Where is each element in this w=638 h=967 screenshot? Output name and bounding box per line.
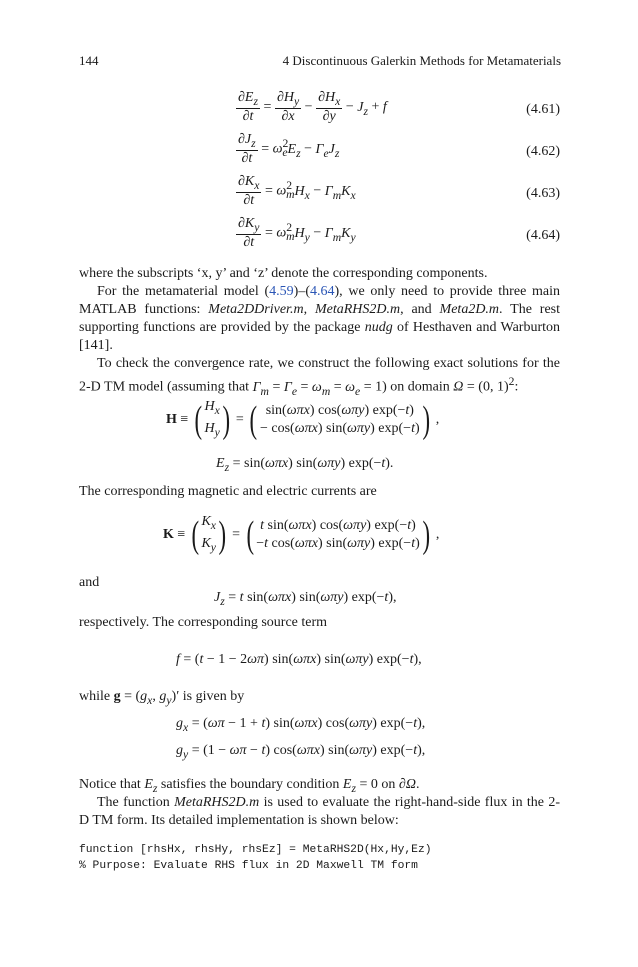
paragraph-functions: For the metamaterial model (4.59)–(4.64), we only need to provide three main MATLAB functions: Meta2DDriver.m, MetaRHS2D.m, and Meta2D.m. The rest supporting functions are provided by the package nudg of Hesthaven and Warburton [141].	[79, 284, 561, 353]
code-line-1: function [rhsHx, rhsHy, rhsEz] = MetaRHS2D(Hx,Hy,Ez)	[79, 844, 432, 856]
equation-4-63: $\frac{\partial K_x}{\partial t}$ = $\omega^2_mH_x - \Gamma_mK_x$ (4.63)	[238, 174, 560, 208]
paragraph-subscripts: where the subscripts ‘x, y’ and ‘z’ denote the corresponding components.	[79, 266, 488, 281]
ref-4-59[interactable]: 4.59	[269, 284, 294, 299]
running-title: 4 Discontinuous Galerkin Methods for Metamaterials	[282, 53, 561, 68]
paragraph-g: while $g = (g_x$, $g_y)'$ is given by	[79, 689, 245, 707]
equation-number: (4.62)	[526, 144, 560, 159]
equation-ez: $E_z = \sin(\omega\pi x)$ sin(ωπy) exp(−t).	[216, 456, 394, 474]
ref-4-64[interactable]: 4.64	[310, 284, 335, 299]
code-line-2: % Purpose: Evaluate RHS flux in 2D Maxwell TM form	[79, 860, 418, 872]
equation-number: (4.61)	[526, 102, 560, 117]
equation-number: (4.63)	[526, 186, 560, 201]
equation-4-61: $\frac{\partial E_z}{\partial t}$ = $\frac{\partial H_y}{\partial x}$ − $\frac{\partial H_x}{\partial y}$ − $J_z + f$ (4.61)	[238, 90, 560, 124]
paragraph-currents: The corresponding magnetic and electric currents are	[79, 484, 377, 499]
equation-4-64: $\frac{\partial K_y}{\partial t}$ = $\omega^2_mH_y - \Gamma_mK_y$ (4.64)	[238, 216, 560, 250]
paragraph-boundary: Notice that $E_z$ satisfies the boundary condition $E_z = 0$ on ∂Ω.	[79, 777, 420, 795]
equation-number: (4.64)	[526, 228, 560, 243]
equation-k: K ≡ ( $K_x$ $K_y$) = ( t sin(ωπx) cos(ωπy) exp(−t) −t cos(ωπx) sin(ωπy) exp(−t)) ,	[163, 513, 440, 556]
equation-4-62: $\frac{\partial J_z}{\partial t}$ = $\omega^2_eE_z - \Gamma_eJ_z$ (4.62)	[238, 132, 560, 166]
paragraph-and: and	[79, 575, 100, 590]
paragraph-metarhs: The function MetaRHS2D.m is used to evaluate the right-hand-side flux in the 2-D TM form. Its detailed implementation is shown below:	[79, 795, 561, 828]
equation-h: H ≡ ( $H_x$ $H_y$) = ( sin(ωπx) cos(ωπy) exp(−t) − cos(ωπx) sin(ωπy) exp(−t)) ,	[166, 398, 440, 441]
paragraph-source: respectively. The corresponding source term	[79, 615, 328, 630]
equation-gx: $g_x = (\omega\pi - 1 + t)$ sin(ωπx) cos(ωπy) exp(−t),	[176, 716, 426, 734]
equation-gy: $g_y = (1 - \omega\pi - t)$ cos(ωπx) sin(ωπy) exp(−t),	[176, 743, 426, 761]
equation-f: f = (t − 1 − 2ωπ) sin(ωπx) sin(ωπy) exp(−t),	[176, 652, 422, 667]
equation-jz: $J_z = t$ sin(ωπx) sin(ωπy) exp(−t),	[214, 590, 397, 608]
paragraph-convergence: To check the convergence rate, we construct the following exact solutions for the 2-D TM model (assuming that $\Gamma_m = \Gamma_e = \omega_m = \omega_e = 1$) on domain Ω = (0, 1)$^2$:	[79, 356, 560, 398]
page-number: 144	[79, 53, 99, 68]
